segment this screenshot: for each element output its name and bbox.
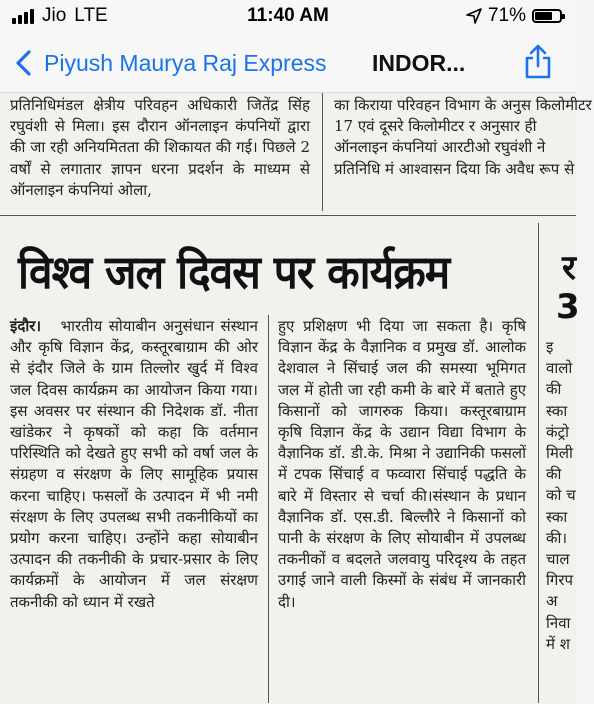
share-icon[interactable] <box>522 44 554 80</box>
battery-percent: 71% <box>487 5 526 26</box>
column-3-line: निवा <box>546 613 571 632</box>
chevron-left-icon[interactable] <box>10 48 40 78</box>
article-top-left <box>10 95 310 201</box>
column-divider <box>538 223 539 703</box>
network-type: LTE <box>74 5 108 26</box>
section-divider <box>0 215 576 216</box>
clock: 11:40 AM <box>247 5 329 26</box>
column-3-line: में श <box>546 634 570 653</box>
article-top-right <box>334 95 594 180</box>
column-2-text: हुए प्रशिक्षण भी दिया जा सकता है। कृषि विज्ञान केंद्र के वैज्ञानिक व प्रमुख डॉ. आलोक देशवाल ने सिंचाई जल की समस्या भूमिगत जल में होती जा रही कमी के बारे में बताते हुए किसानों को जागरुक किया। कस्तूरबाग्राम कृषि विज्ञान केंद्र के उद्यान विद्या विभाग के वैज्ञानिक डॉ. डी.के. मिश्रा ने उद्यानिकी फसलों में टपक सिंचाई व फव्वारा सिंचाई पद्धति के बारे में विस्तार से चर्चा की।संस्थान के प्रधान वैज्ञानिक डॉ. एस.डी. बिल्लौरे ने किसानों को पानी के संरक्षण के लिए सोयाबीन में उपलब्ध तकनीकों व बदलते जलवायु परिदृश्य के तहत उगाई जाने वाली किस्मों के संबंध में जानकारी दी। <box>278 317 526 611</box>
status-right <box>466 5 562 27</box>
battery-icon <box>532 9 562 23</box>
column-3-heading-2: 3 <box>556 287 580 327</box>
column-3-line: की <box>546 465 562 484</box>
top-left-text: प्रतिनिधिमंडल क्षेत्रीय परिवहन अधिकारी जितेंद्र सिंह रघुवंशी से मिला। इस दौरान ऑनलाइन कंपनियों द्वारा की जा रही अनियमितता की शिकायत की गई। पिछले 2 वर्षों से लगातार ज्ञापन धरना प्रदर्शन के माध्यम से ऑनलाइन कंपनियां ओला, <box>10 96 310 199</box>
location-arrow-icon <box>466 8 482 24</box>
navigation-bar <box>0 34 576 93</box>
column-3-line: इ <box>546 338 554 356</box>
column-3-line: स्का <box>546 401 568 420</box>
article-column-1 <box>10 316 258 613</box>
column-3-line: वालो <box>546 359 573 378</box>
column-3-line: स्का <box>546 507 568 526</box>
status-bar <box>0 0 576 34</box>
column-3-line: की। <box>546 528 568 547</box>
carrier-name: Jio <box>42 5 67 26</box>
nav-subtitle: INDOR... <box>372 50 466 76</box>
nav-title[interactable]: Piyush Maurya Raj Express <box>44 50 327 76</box>
article-column-2 <box>278 316 526 613</box>
column-3-line: अ <box>546 592 558 611</box>
dateline: इंदौर। <box>10 317 42 335</box>
newspaper-image <box>0 93 592 704</box>
column-3-line: कंट्रो <box>546 422 569 441</box>
column-1-text: भारतीय सोयाबीन अनुसंधान संस्थान और कृषि विज्ञान केंद्र, कस्तूरबाग्राम की ओर से इंदौर जिले के ग्राम तिल्लोर खुर्द में विश्व जल दिवस कार्यक्रम का आयोजन किया गया। इस अवसर पर संस्थान की निदेशक डॉ. नीता खांडेकर ने कृषकों को कहा कि वर्तमान परिस्थिति को देखते हुए सभी को वर्षा जल के संग्रहण व संरक्षण के लिए सामूहिक प्रयास करना चाहिए। फसलों के उत्पादन में भी नमी संरक्षण के लिए उपलब्ध सभी तकनीकियों का प्रयोग करना चाहिए। उन्होंने कहा सोयाबीन उत्पादन की तकनीकी के प्रचार-प्रसार के लिए कार्यक्रमों के आयोजन में जल संरक्षण तकनीकी को ध्यान में रखते <box>10 317 258 611</box>
column-3-line: मिली <box>546 444 573 463</box>
column-divider <box>322 93 323 211</box>
column-divider <box>268 315 269 703</box>
column-3-line: की <box>546 380 562 399</box>
column-3-line: गिरप <box>546 571 573 590</box>
column-3-heading-1: र <box>562 248 576 288</box>
column-3-line: चाल <box>546 550 570 569</box>
top-right-text: का किराया परिवहन विभाग के अनुस किलोमीटर 17 एवं दूसरे किलोमीटर र अनुसार ही ऑनलाइन कंपनियां आरटीओ रघुवंशी ने प्रतिनिधि मं आश्वासन दिया कि अवैध रूप से <box>334 96 592 178</box>
column-3-line: को च <box>546 486 576 505</box>
battery-fill <box>535 12 552 20</box>
article-column-3 <box>546 337 586 655</box>
article-headline: विश्व जल दिवस पर कार्यक्रम <box>18 245 450 299</box>
